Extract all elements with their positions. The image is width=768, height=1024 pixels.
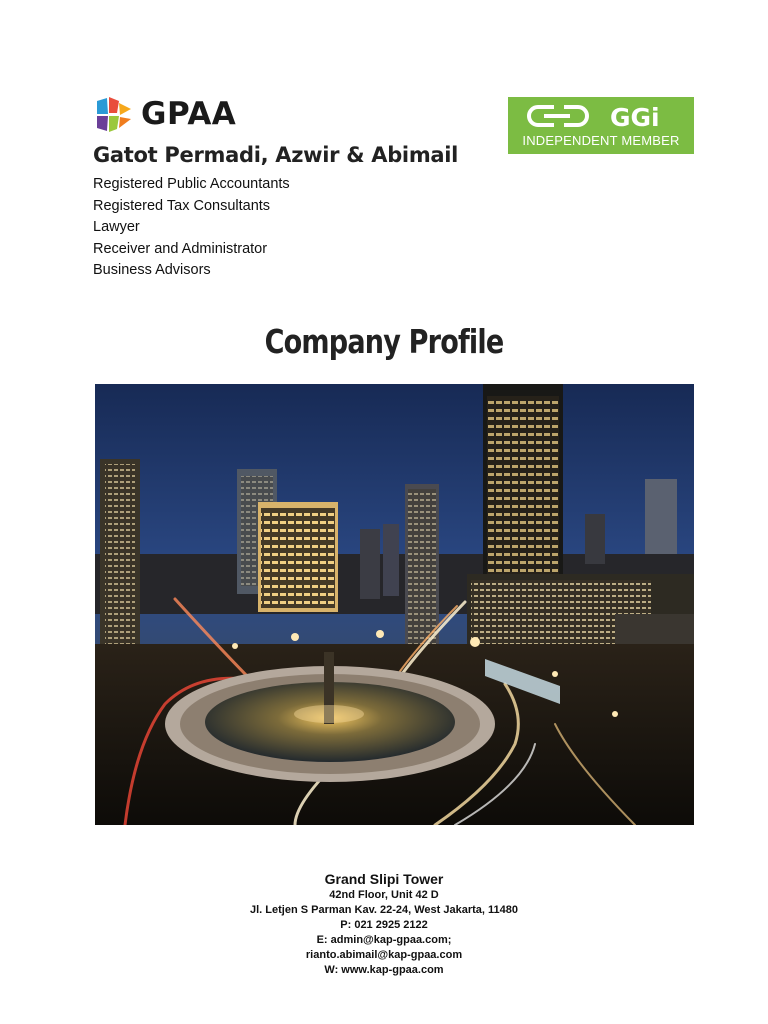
firm-name: Gatot Permadi, Azwir & Abimail xyxy=(93,143,459,167)
building-name: Grand Slipi Tower xyxy=(324,871,444,887)
address-floor: 42nd Floor, Unit 42 D xyxy=(329,889,439,901)
document-title: Company Profile xyxy=(264,322,504,361)
services-list xyxy=(93,174,290,282)
address-email-secondary: rianto.abimail@kap-gpaa.com xyxy=(305,949,463,961)
address-website: W: www.kap-gpaa.com xyxy=(324,964,444,976)
gpaa-logo xyxy=(95,94,236,134)
ggi-member-badge xyxy=(508,97,694,154)
service-item: Registered Tax Consultants xyxy=(93,197,271,214)
service-item: Business Advisors xyxy=(93,262,211,279)
service-item: Lawyer xyxy=(93,219,140,236)
ggi-logo-text: GGi xyxy=(610,103,660,130)
address-email: E: admin@kap-gpaa.com; xyxy=(316,934,452,946)
gpaa-logo-mark-icon xyxy=(95,95,139,133)
service-item: Registered Public Accountants xyxy=(93,176,290,192)
address-phone: P: 021 2925 2122 xyxy=(340,919,428,931)
gpaa-logo-text: GPAA xyxy=(141,96,237,132)
service-item: Receiver and Administrator xyxy=(93,240,268,257)
address-block xyxy=(0,870,768,978)
ggi-subtitle: INDEPENDENT MEMBER xyxy=(522,133,680,148)
address-street: Jl. Letjen S Parman Kav. 22-24, West Jakarta, 11480 xyxy=(249,904,519,916)
city-night-photo xyxy=(95,384,694,825)
ggi-logo-icon xyxy=(508,102,694,130)
